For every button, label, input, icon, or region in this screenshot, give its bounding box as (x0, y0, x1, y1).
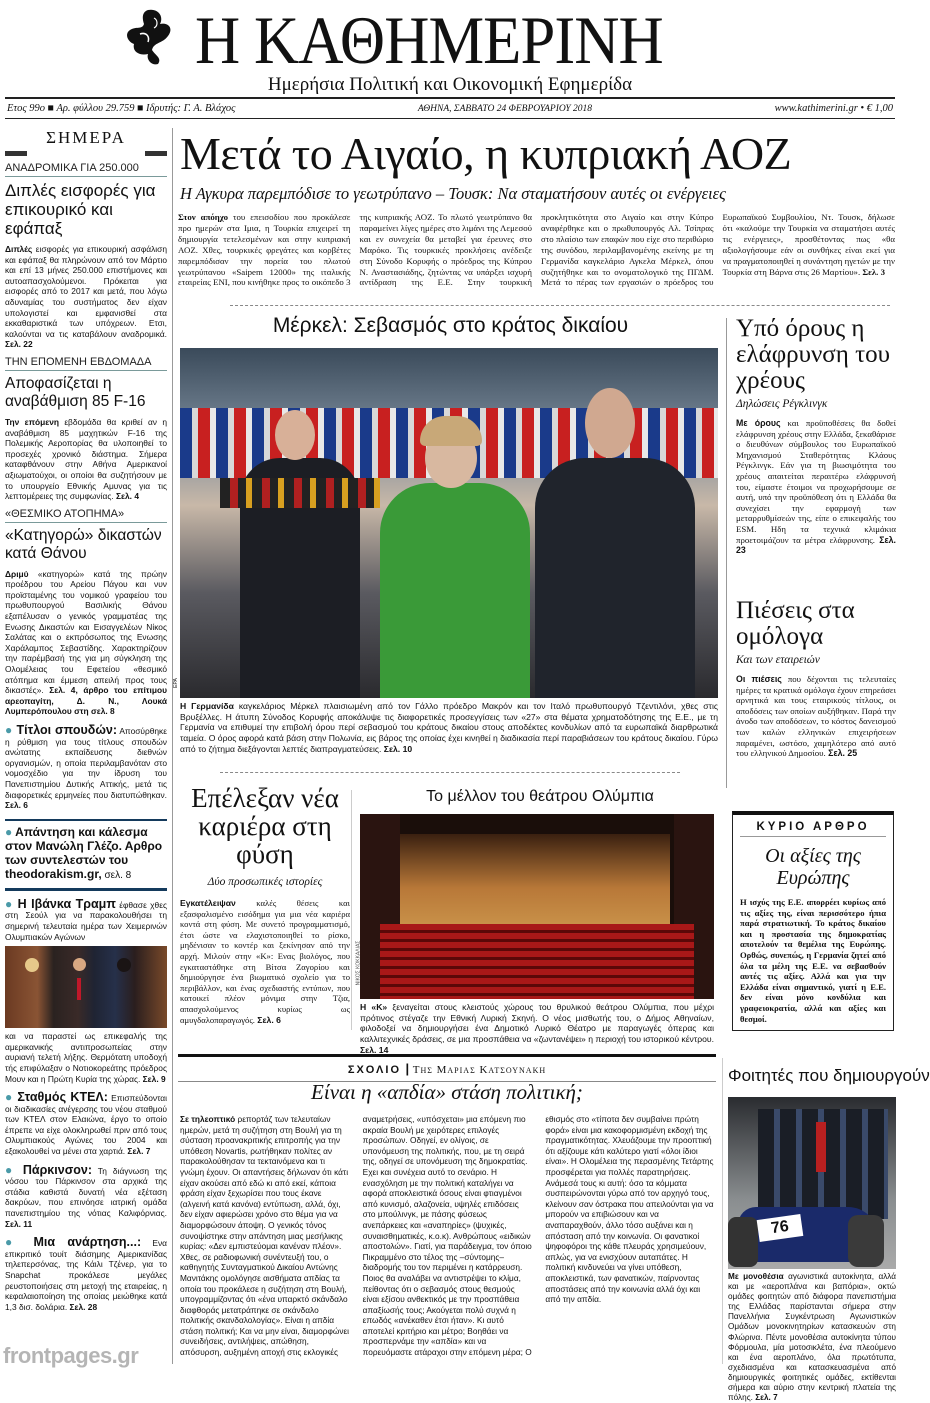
career-body: Εγκατέλειψαν καλές θέσεις και εξασφαλισμένο εισόδημα για μια νέα καριέρα κοντά στη φύση. Με συνετό προγραμματισμό, έτσι ώστε να ελαχιστοποιηθεί το ρίσκο, μηδένισαν το κοντέρ και ξεκίνησαν από την αρχή. Μιλούν στην «Κ»: Ενας βιολόγος, που εγκαταστάθηκε στη Βίτσα Ζαγορίου και δημιούργησε ένα βιωματικό σχολείο για το περιβάλλον, και ένας σχεδιαστής εντύπων, που κατοικεί πλέον μόνιμα στην Τζια, απασχολούμενος κυρίως ως αμυγδαλοπαραγωγός. Σελ. 6 (180, 898, 350, 1025)
divider (230, 305, 890, 306)
issue-info: Ετος 99ο ■ Αρ. φύλλου 29.759 ■ Ιδρυτής: Γ. Α. Βλάχος (7, 103, 236, 114)
debt-body: Με όρους και προϋποθέσεις θα δοθεί ελάφρυνση χρέους στην Ελλάδα, ξεκαθάρισε ο διευθύνων σύμβουλος του Ευρωπαϊκού Μηχανισμού Σταθερότητας Κλάους Ρέγκλινγκ. Εάν για τη βιωσιμότητα του χρέους απαιτείται περαιτέρω ελάφρυνσή του, είμαστε έτοιμοι να προχωρήσουμε σε αυτή, υπό την προϋπόθεση ότι η Ελλάδα θα συνεχίσει την εφαρμογή των μεταρρυθμίσεών της, είπε ο επικεφαλής του ESM. Ηδη τα τεχνικά κλιμάκια προετοιμάζουν τα μέτρα ελάφρυνσης. Σελ. 23 (736, 418, 896, 556)
griffin-logo-icon (118, 6, 180, 66)
issue-date: ΑΘΗΝΑ, ΣΑΒΒΑΤΟ 24 ΦΕΒΡΟΥΑΡΙΟΥ 2018 (417, 103, 593, 114)
story-headline[interactable]: Αποφασίζεται η αναβάθμιση 85 F-16 (5, 374, 146, 410)
bonds-subhead: Και των εταιρειών (736, 654, 820, 666)
column-divider (351, 790, 352, 1030)
bonds-story[interactable] (736, 598, 896, 759)
photo-credit: EPA (172, 678, 179, 688)
sidebar-story[interactable] (5, 508, 167, 717)
story-body: Την επόμενη εβδομάδα θα κριθεί αν η αναβάθμιση 85 μαχητικών F-16 της Πολεμικής Αεροπορίας θα υλοποιηθεί το προσεχές χρονικό διάστημα. Σήμερα καταφθάνουν στην Αθήνα Αμερικανοί αξιωματούχοι, οι οποίοι θα συζητήσουν με το υπουργείο Εθνικής Αμυνας για τις λεπτομέρειες της συμφωνίας. Σελ. 4 (5, 416, 167, 502)
lead-subheadline: Η Αγκυρα παρεμπόδισε το γεωτρύπανο – Τουσκ: Να σταματήσουν αυτές οι ενέργειες (180, 184, 726, 203)
column-divider (722, 1058, 723, 1364)
theatre-photo (360, 814, 714, 999)
brief-item[interactable]: ● Η Ιβάνκα Τραμπ έφθασε χθες στη Σεούλ για να παρακολουθήσει τη σημερινή τελευταία ημέρα των Χειμερινών Ολυμπιακών Αγώνων (5, 896, 167, 942)
comment-label: ΣΧΟΛΙΟ (347, 1064, 402, 1076)
story-body: Δριμύ «κατηγορώ» κατά της πρώην προέδρου του Αρείου Πάγου και νυν προϊσταμένης του νομικού γραφείου του πρωθυπουργού Βασιλικής Θάνου εξαπέλυσαν ο γενικός γραμματέας της Ενωσης Δικαστών και Εισαγγελέων Νίκος Σαλάτας και ο εκπρόσωπος της Ενωσης Χαράλαμπος Σεβαστίδης. Χαρακτηρίζουν την παρέμβασή της για μη σύγκληση της Ολομέλειας του Εφετείου «θεσμικό ατόπημα και έμμεση απειλή προς τους δικαστές». Σελ. 4, άρθρο του επίτιμου αρεοπαγίτη, Δ. Ν., Λουκά Λυμπερόπουλου στη σελ. 8 (5, 568, 167, 717)
car-number: 76 (757, 1214, 804, 1242)
students-body: Με μονοθέσια αγωνιστικά αυτοκίνητα, αλλά και με «αεροπλάνα και βαπόρια», οκτώ ομάδες φοιτητών από διάφορα πανεπιστήμια της Ελλάδας παρίστανται σήμερα στην Πανελλήνια Συγκέντρωση Αγωνιστικών Ομάδων μονοκινητηρίων κατασκευών στη Φλώρινα. Πέντε μονοθέσια αυτοκίνητα τύπου Φόρμουλα, μία μοτοσικλέτα, ένα πλεούμενο και ένα αεροπλάνο, όλα πρωτότυπα, σχεδιασμένα και κατασκευασμένα από δημιουργικές φοιτητικές ομάδες, εκτίθενται σήμερα και αύριο στην κεντρική πλατεία της πόλης. Σελ. 7 (728, 1272, 897, 1403)
today-rule (5, 151, 167, 156)
career-headline[interactable]: Επέλεξαν νέα καριέρα στη φύση (191, 783, 339, 869)
merkel-caption: Η Γερμανίδα καγκελάριος Μέρκελ πλαισιωμένη από τον Γάλλο πρόεδρο Μακρόν και τον Ιταλό πρωθυπουργό Τζεντιλόνι, χθες στις Βρυξέλλες. Η άτυπη Σύνοδος Κορυφής αποκάλυψε τις διαφορετικές προσεγγίσεις των «27» στα θέματα χρηματοδότησης της Ε.Ε., με τη Γερμανία να επιθυμεί την επιβολή όρου περί σεβασμού του κράτους δικαίου στους αποδέκτες κονδυλίων από τα ευρωπαϊκά διαρθρωτικά ταμεία. Ο όρος αφορά κατά βάση στην Πολωνία, εις βάρος της οποίας έχει κινηθεί η διαδικασία περί παραβιάσεων του κράτους δικαίου. Γύρω από το ζήτημα διεξάγονται λεπτές διαπραγματεύσεις. Σελ. 10 (180, 701, 718, 754)
divider (178, 1054, 716, 1057)
story-kicker: «ΘΕΣΜΙΚΟ ΑΤΟΠΗΜΑ» (5, 508, 167, 523)
editorial-box[interactable] (732, 811, 894, 1031)
merkel-headline[interactable]: Μέρκελ: Σεβασμός στο κράτος δικαίου (272, 314, 629, 337)
editorial-headline[interactable]: Οι αξίες της Ευρώπης (765, 845, 861, 889)
bullet-dot-icon: ● (5, 824, 16, 839)
comment-headline[interactable]: Είναι η «απδία» στάση πολιτική; (311, 1080, 583, 1104)
lead-body: Στον απόηχο του επεισοδίου που προκάλεσε προ ημερών στα Ιμια, η Τουρκία επιχειρεί τη δημιουργία τετελεσμένων και στην κυπριακή ΑΟΖ. Χθες, τουρκικές φρεγάτες και κορβέτες παρεμπόδισαν την πορεία του πλωτού γεωτρύπανου «Saipem 12000» της ιταλικής εταιρείας ENI, που κινήθηκε προς το οικόπεδο 3 της κυπριακής ΑΟΖ. Το πλωτό γεωτρύπανο θα παραμείνει λίγες ημέρες στο λιμάνι της Λεμεσού και εν συνεχεία θα μεταβεί για έρευνες στο Μαρόκο. Τις τουρκικές προκλήσεις ανέδειξε στη Σύνοδο Κορυφής ο πρόεδρος της Κύπρου Ν. Αναστασιάδης, ζητώντας να υπάρξει ισχυρή αντίδραση της Ε.Ε. Στην τουρκική προκλητικότητα στο Αιγαίο και στην Κύπρο αναφέρθηκε και ο πρωθυπουργός Αλ. Τσίπρας στο πλαίσιο των επαφών που είχε στο περιθώριο της συνόδου, περιλαμβανομένης εκείνης με τη Γερμανίδα καγκελάριο Αγκελα Μέρκελ, όπου συζητήθηκε και το ονοματολογικό της ΠΓΔΜ. Μετά το πέρας των εργασιών ο πρόεδρος του Ευρωπαϊκού Συμβουλίου, Ντ. Τουσκ, δήλωσε ότι «καλούμε την Τουρκία να σταματήσει αυτές τις ενέργειες», προσθέτοντας πως «θα αξιολογήσουμε εάν οι συνθήκες είναι εκεί για να πραγματοποιηθεί η συνάντηση ηγετών με την Τουρκία στη Βάρνα στις 26 Μαρτίου». Σελ. 3 (178, 212, 895, 288)
column-divider (726, 318, 727, 788)
editorial-label: ΚΥΡΙΟ ΑΡΘΡΟ (740, 821, 886, 837)
bonds-headline[interactable]: Πιέσεις στα ομόλογα (736, 597, 855, 650)
comment-body: Σε τηλεοπτικό ρεπορτάζ των τελευταίων ημερών, μετά τη συζήτηση στη Βουλή για τη σύσταση προανακριτικής επιτροπής για την υπόθεση Novartis, ρωτήθηκαν πολίτες αν παρακολούθησαν τα τεκταινόμενα και τι γνώμη έχουν. Οι απαντήσεις δήλωναν ότι κάτι είχαν ακούσει από εδώ κι από εκεί, κάποια φράση είχαν ξεχωρίσει που τους έκανε (αλγεινή κατά κανόνα) εντύπωση, αλλά, όχι, δεν είχαν αφιερώσει χρόνο στο θέμα για να διαμορφώσουν άποψη. Ο γενικός τόνος συνοψίστηκε στην απάντηση μιας μεσήλικης κυρίας: «Δεν εμπιστεύομαι κανέναν πλέον». Χθες, σε ραδιοφωνική συνέντευξή του, ο καθηγητής Συνταγματικού Δικαίου Αντώνης Μανιτάκης ομολόγησε αισθήματα απδίας τα οποία του προκάλεσε η συζήτηση στη Βουλή, υπογραμμίζοντας ότι «ένα υπαρκτό σκάνδαλο διαφθοράς μετατράπηκε σε σκάνδαλο πολιτικής σκανδαλολογίας». Είναι η απδία στάση πολιτική; Και να μην είναι, διαμορφώνει συνειδήσεις, αντιλήψεις, απώθηση, απόσυρση, αυξημένη αποχή στις εκλογικές αναμετρήσεις, «υπόσχεται» μια επόμενη πιο ακραία Βουλή με χειρότερες επιλογές προσώπων. Οδηγεί, εν ολίγοις, σε υπονόμευση της πολιτικής, που, με τη σειρά της, οδηγεί σε υπονόμευση της δημοκρατίας. Εχει και συνέχεια αυτό το σενάριο. Η ενασχόληση με την πολιτική καταλήγει να αφορά αποκλειστικά όσους είναι φτιαγμένοι από κυνισμό, αλαζονεία, υψηλές επιδόσεις στο μπούλινγκ, με πάσης φύσεως ανεπάρκειες και «αναπηρίες» (ψυχικές, συναισθηματικές, κ.ο.κ). Ανθρώπους «ειδικών αποστολών». Γιατί, για παράδειγμα, τον όποιο Πικραμμένο στο τέλος της –σύντομης– διαδρομής του τον περιμένει η κατάρρευση. Ποιος θα αναλάβει να αντιστρέψει το κλίμα, πείθοντας ότι ο σεβασμός στους θεσμούς είναι εξίσου ανθεκτικός με την προσπάθεια απαξίωσής τους; Ακούγεται πολύ συχνά η επωδός «ανέκαθεν έτσι ήταν». Κι αυτό αποτελεί κριτήριο και μέτρο; Βοηθάει να προσπερνάμε την «απδία» και να πορευόμαστε ατάραχοι στην επόμενη μέρα; Ο εθισμός στο «τίποτα δεν συμβαίνει πρώτη φορά» είναι μια κακοφορμισμένη εκδοχή της πραγματικότητας. Χλευάζουμε την προοπτική ότι αξίζουμε κάτι καλύτερο γιατί «όλοι ίδιοι είναι». Η Ολομέλεια της περασμένης Τετάρτης προσφέρεται για πολλές παρατηρήσεις. Ανάμεσά τους κι αυτή: όσο τα κόμματα συσπειρώνονται γύρω από τον αρχηγό τους, κλείνουν σαν όστρακα που απειλούνται για να μπορούν να επιβιώσουν και να αναπαραχθούν, άλλο τόσο αυξάνει και η απόσταση από την κοινωνία. Οι φανατικοί ψηφοφόροι της κάθε πλευράς χρησιμεύουν, απλώς, για να ενισχύουν αυταπάτες. Η πολιτική κινδυνεύει να γίνει υπόθεση, αποκλειστικά, των φανατικών, παίρνοντας αποστάσεις από την κοινωνία αλλά όχι και από την απδία. (180, 1114, 714, 1358)
photo-credit: ΝΙΚΟΣ ΚΟΚΚΑΛΙΑΣ (355, 940, 362, 986)
watermark: frontpages.gr (3, 1343, 139, 1368)
bonds-body: Οι πιέσεις που δέχονται τις τελευταίες ημέρες τα κρατικά ομόλογα έχουν επηρεάσει αρνητικά και τους εταιρικούς τίτλους, οι αποδόσεις των οποίων αυξήθηκαν. Παρά την άνοδο των αποδόσεων, το κόστος δανεισμού των καλών ελληνικών επιχειρήσεων παραμένει, ωστόσο, χαμηλότερο από αυτό του ελληνικού Δημοσίου. Σελ. 25 (736, 674, 897, 759)
masthead-title: Η ΚΑΘΗΜΕΡΙΝΗ (195, 2, 663, 78)
bullet-dot-icon: ● (5, 1162, 23, 1177)
editorial-body: Η ισχύς της Ε.Ε. απορρέει κυρίως από τις αξίες της, είναι περισσότερο ήπια παρά στρατιωτική. Το κράτος δικαίου και η προστασία της δημοκρατίας αποτελούν τα θεμέλια της Ευρώπης. Ορθώς, συνεπώς, η Γερμανία ζητεί από όλα τα μέλη της Ε.Ε. να σεβασθούν αυτές τις αξίες. Αλλά και για την Ελλάδα είναι σημαντικό, γιατί η Ε.Ε. δεν είναι μόνο κονδύλια και γραφειοκρατία, αλλά και αξίες και θεσμοί. (740, 897, 886, 1024)
brief-item[interactable]: ● Σταθμός ΚΤΕΛ: Επισπεύδονται οι διαδικασίες ανέγερσης του νέου σταθμού των ΚΤΕΛ στον Ελαιώνα, έργο το οποίο έπρεπε να είχε ολοκληρωθεί πριν από τους Ολυμπιακούς Αγώνες του 2004 και εξακολουθεί να μένει στα χαρτιά. Σελ. 7 (5, 1090, 168, 1157)
students-headline[interactable]: Φοιτητές που δημιουργούν (728, 1066, 930, 1085)
column-divider (172, 128, 173, 1364)
bullet-dot-icon: ● (5, 1090, 18, 1105)
bullet-dot-icon: ● (5, 896, 18, 911)
debt-subhead: Δηλώσεις Ρέγκλινγκ (736, 398, 828, 410)
story-kicker: ΑΝΑΔΡΟΜΙΚΑ ΓΙΑ 250.000 (5, 162, 167, 177)
theatre-headline[interactable]: Το μέλλον του θεάτρου Ολύμπια (426, 788, 654, 805)
masthead-tagline: Ημερήσια Πολιτική και Οικονομική Εφημερίδα (267, 74, 633, 95)
story-headline[interactable]: «Κατηγορώ» δικαστών κατά Θάνου (5, 526, 162, 562)
career-subhead: Δύο προσωπικές ιστορίες (207, 876, 323, 888)
students-photo (728, 1097, 896, 1269)
bullet-dot-icon: ● (5, 723, 17, 737)
brief-item[interactable]: ● Μια ανάρτηση...: Ενα επικριτικό τουίτ διάσημης Αμερικανίδας τηλεπερσόνας, της Κάιλι Τζένερ, για το Snapchat προκάλεσε μεγάλες ρευστοποιήσεις στη μετοχή της εταιρείας, η κεφαλαιοποίηση της οποίας μειώθηκε κατά 1,3 δισ. δολάρια. Σελ. 28 (5, 1235, 167, 1312)
debt-headline[interactable]: Υπό όρους η ελάφρυνση του χρέους (736, 315, 891, 394)
comment-author: Της Μαριας Κατσουνακη (412, 1064, 547, 1076)
article-promo-box[interactable]: ● Απάντηση και κάλεσμα στον Μανώλη Γλέζο. Αρθρο των συντελεστών του theodorakism.gr, σελ. 8 (5, 819, 167, 891)
ivanka-caption: και να παραστεί ως επικεφαλής της αμερικανικής αντιπροσωπείας στην αυριανή τελετή λήξης. Θερμότατη υποδοχή τής επιφύλαξαν ο Νοτιοκορεάτης πρόεδρος Μουν και η Πρώτη Κυρία της χώρας. Σελ. 9 (5, 1031, 167, 1084)
brief-item[interactable]: ● Τίτλοι σπουδών: Αποσύρθηκε η ρύθμιση για τους τίτλους σπουδών ανώτατης εκπαίδευσης διεθνών οργανισμών, η οποία περιλαμβανόταν στο νομοσχέδιο για την ίδρυση του Πανεπιστημίου Δυτικής Αττικής, μετά τις διαφορετικές ερμηνείες που διατυπώθηκαν. Σελ. 6 (5, 723, 167, 811)
sidebar-story[interactable] (5, 356, 167, 502)
story-body: Διπλές εισφορές για επικουρική ασφάλιση και εφάπαξ θα πληρώνουν από τον Μάρτιο και επί 13 μήνες 250.000 επιστήμονες και αυτοαπασχολούμενοι. Πρόκειται για εισφορές από το 2017 και μετά, που λόγω αδυναμίας του συστήματος δεν είχαν υπολογιστεί και εμφανισθεί στα εκκαθαριστικά των υπόχρεων. Ετσι, καλούνται να τις καταβάλουν αναδρομικά. Σελ. 22 (5, 244, 167, 350)
sidebar-story[interactable] (5, 162, 167, 350)
career-story[interactable] (180, 784, 350, 1025)
website-price[interactable]: www.kathimerini.gr • € 1,00 (774, 103, 893, 114)
bullet-dot-icon: ● (5, 1235, 34, 1250)
lead-headline[interactable]: Μετά το Αιγαίο, η κυπριακή ΑΟΖ (180, 128, 792, 179)
masthead-info-bar (5, 97, 895, 119)
divider (220, 772, 680, 773)
brief-item[interactable]: ● Πάρκινσον: Τη διάγνωση της νόσου του Πάρκινσον στα αρχικά της στάδια καθιστά δυνατή νέα εξέταση δακρύων, που επινόησε ιατρική ομάδα πανεπιστημίου της νότιας Καλιφόρνιας. Σελ. 11 (5, 1162, 167, 1229)
story-kicker: ΤΗΝ ΕΠΟΜΕΝΗ ΕΒΔΟΜΑΔΑ (5, 356, 167, 371)
comment-header: ΣΧΟΛΙΟ | Της Μαριας Κατσουνακη (178, 1060, 716, 1082)
theatre-caption: Η «Κ» ξεναγείται στους κλειστούς χώρους του θρυλικού θεάτρου Ολύμπια, που μέχρι πρότινος στέγαζε την Εθνική Λυρική Σκηνή. Ο νέος μισθωτής του, ο Δήμος Αθηναίων, φιλοδοξεί να δημιουργήσει ένα Δημοτικό Λυρικό Θέατρο με παραγωγές όπερας και καλλιτεχνικές δράσεις, σε μια προσπάθεια να «ζωντανέψει» η περιοχή του ιστορικού κέντρου. Σελ. 14 (360, 1002, 715, 1055)
ivanka-photo (5, 946, 167, 1028)
merkel-photo (180, 348, 718, 698)
debt-story[interactable] (736, 316, 896, 556)
story-headline[interactable]: Διπλές εισφορές για επικουρικό και εφάπαξ (5, 181, 156, 238)
today-title: ΣΗΜΕΡΑ (46, 128, 126, 147)
today-sidebar (5, 126, 168, 1312)
